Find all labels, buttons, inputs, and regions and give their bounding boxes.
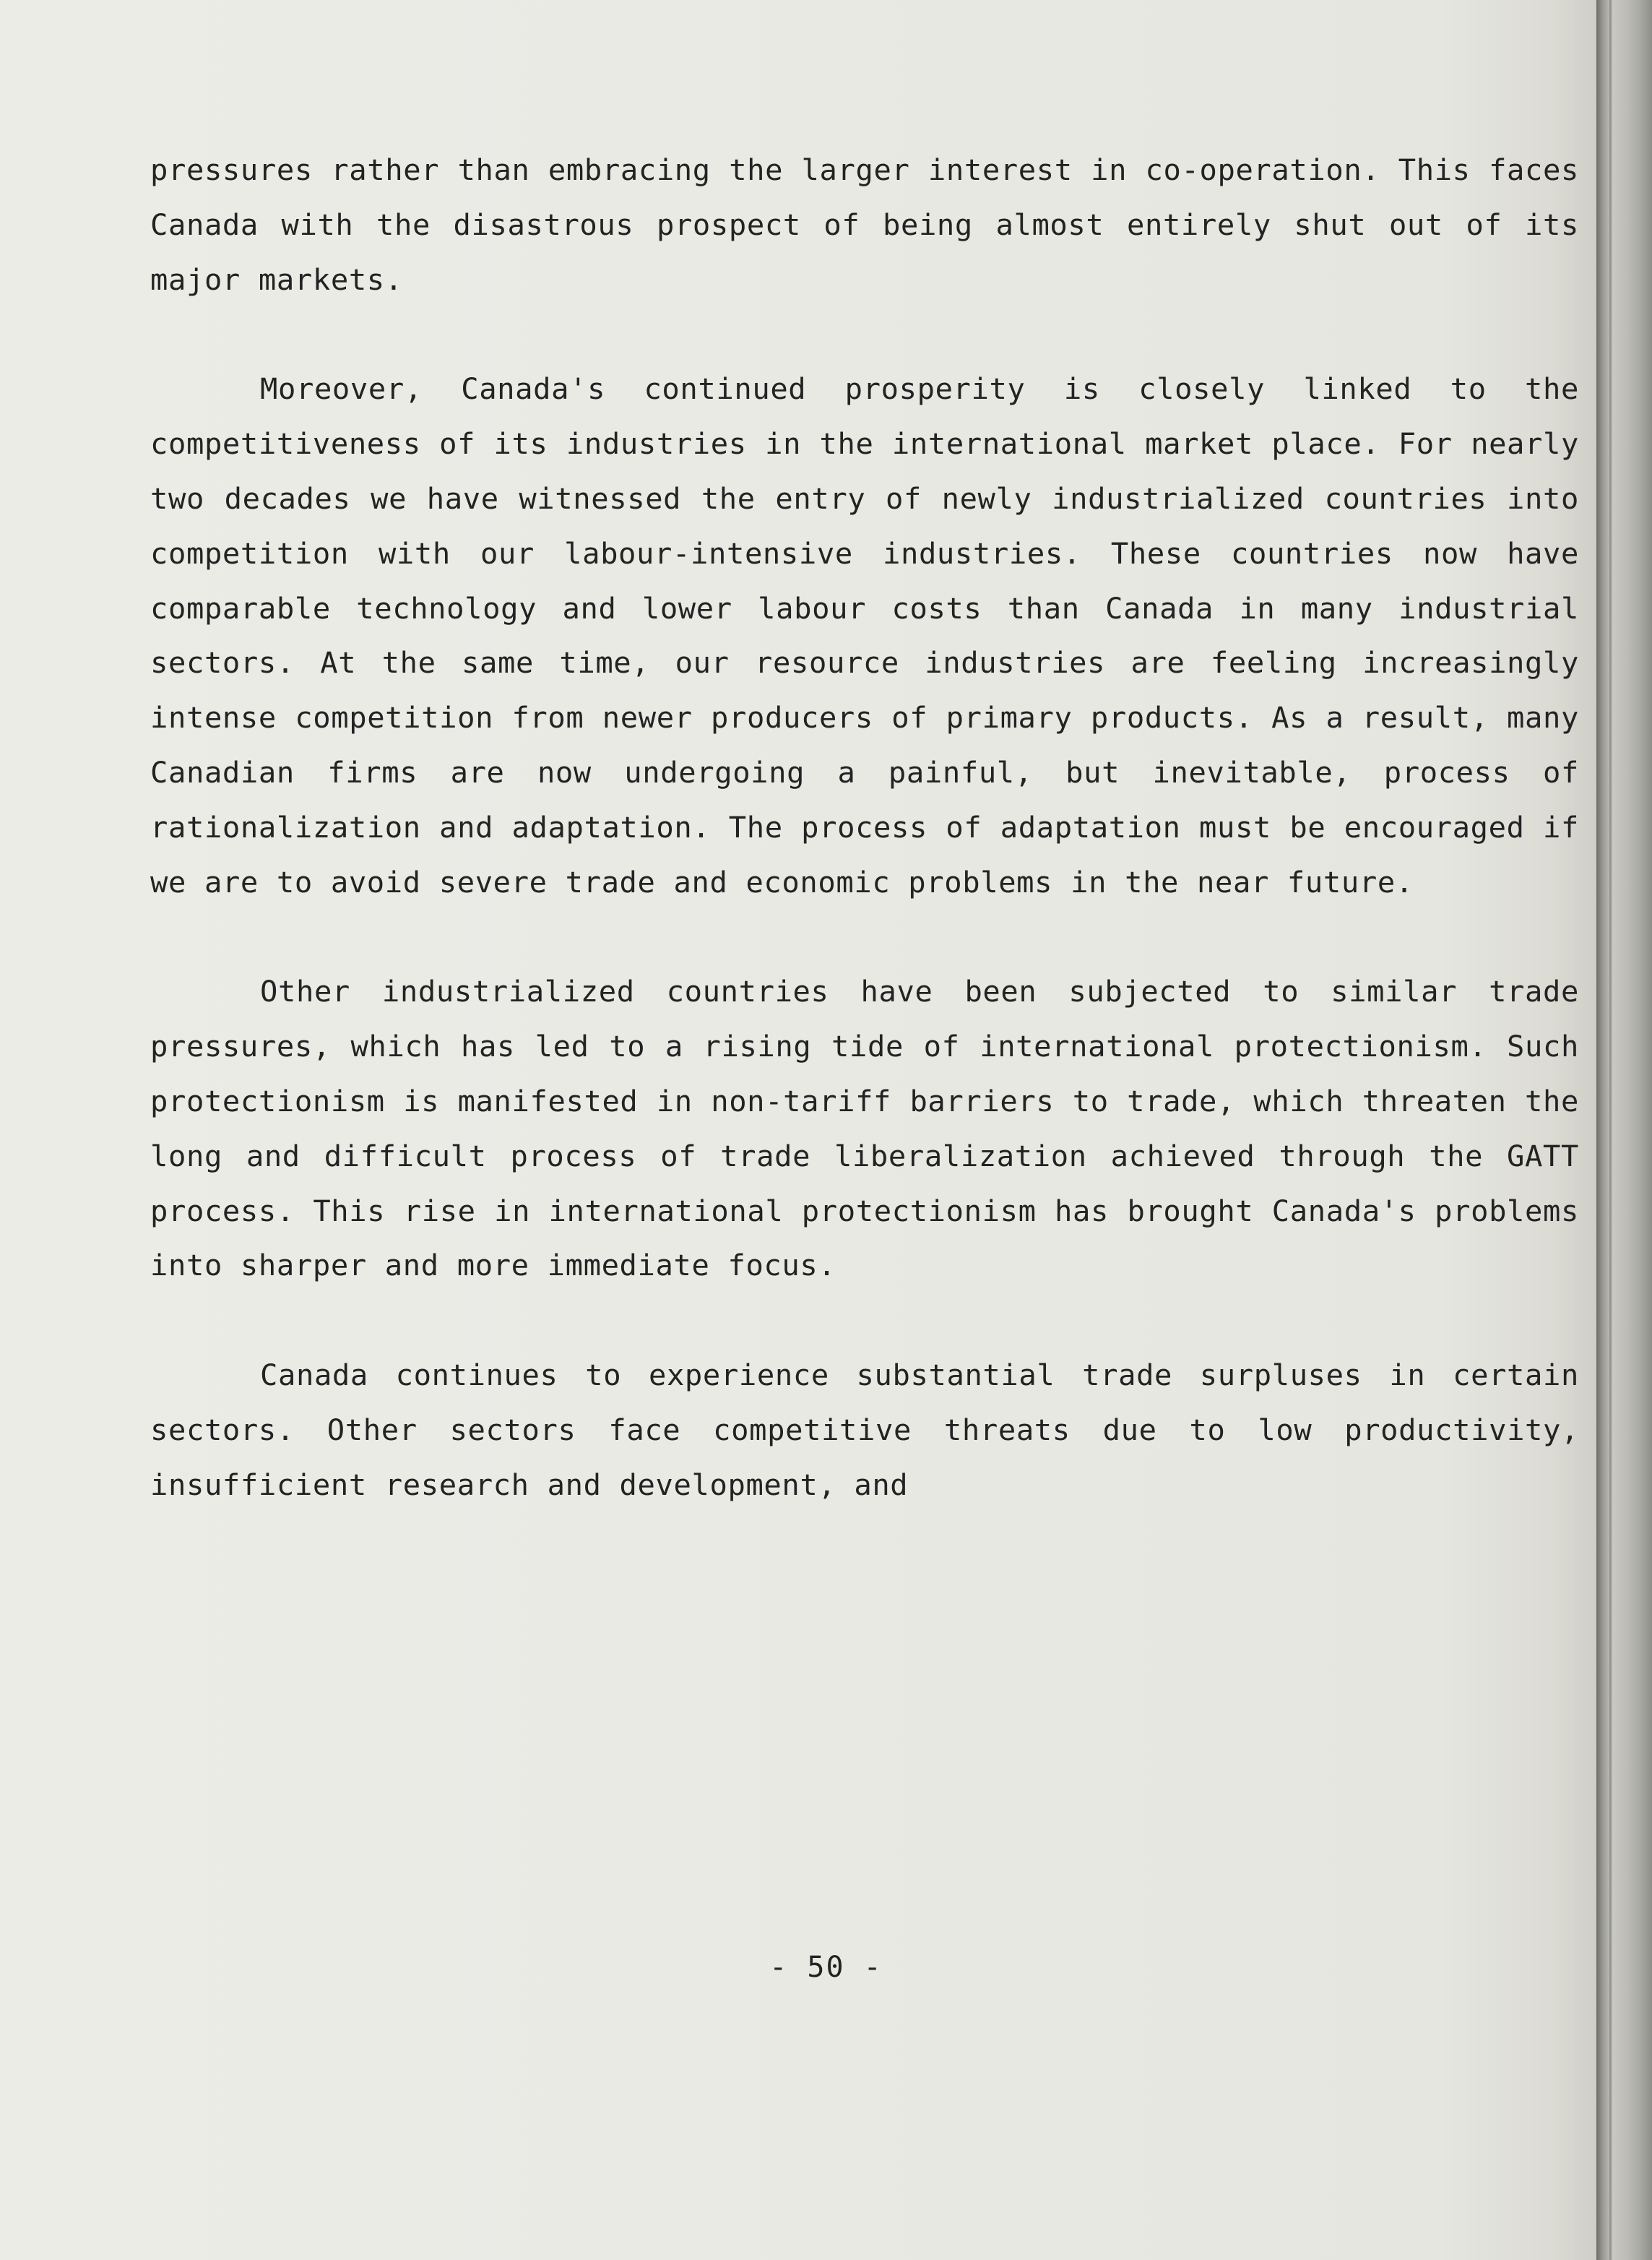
page-binding-edge <box>1596 0 1652 2260</box>
paragraph-4: Canada continues to experience substantial trade surpluses in certain sectors. Other sectors face competitive threats due to low productivity, insufficient research and development, and <box>150 1358 1579 1502</box>
paragraph-1: pressures rather than embracing the larger interest in co-operation. This faces Canada with the disastrous prospect of being almost entirely shut out of its major markets. <box>150 152 1579 297</box>
page-body <box>150 143 1579 1568</box>
page-number: - 50 - <box>769 1951 883 1984</box>
paragraph-2: Moreover, Canada's continued prosperity is closely linked to the competitiveness of its industries in the international market place. For nearly two decades we have witnessed the entry of newly industrialized countries into competition with our labour-intensive industries. These countries now have comparable technology and lower labour costs than Canada in many industrial sectors. At the same time, our resource industries are feeling increasingly intense competition from newer producers of primary products. As a result, many Canadian firms are now undergoing a painful, but inevitable, process of rationalization and adaptation. The process of adaptation must be encouraged if we are to avoid severe trade and economic problems in the near future. <box>150 371 1579 900</box>
paragraph-3: Other industrialized countries have been subjected to similar trade pressures, which has led to a rising tide of international protectionism. Such protectionism is manifested in non-tariff barriers to trade, which threaten the long and difficult process of trade liberalization achieved through the GATT process. This rise in international protectionism has brought Canada's problems into sharper and more immediate focus. <box>150 974 1579 1283</box>
